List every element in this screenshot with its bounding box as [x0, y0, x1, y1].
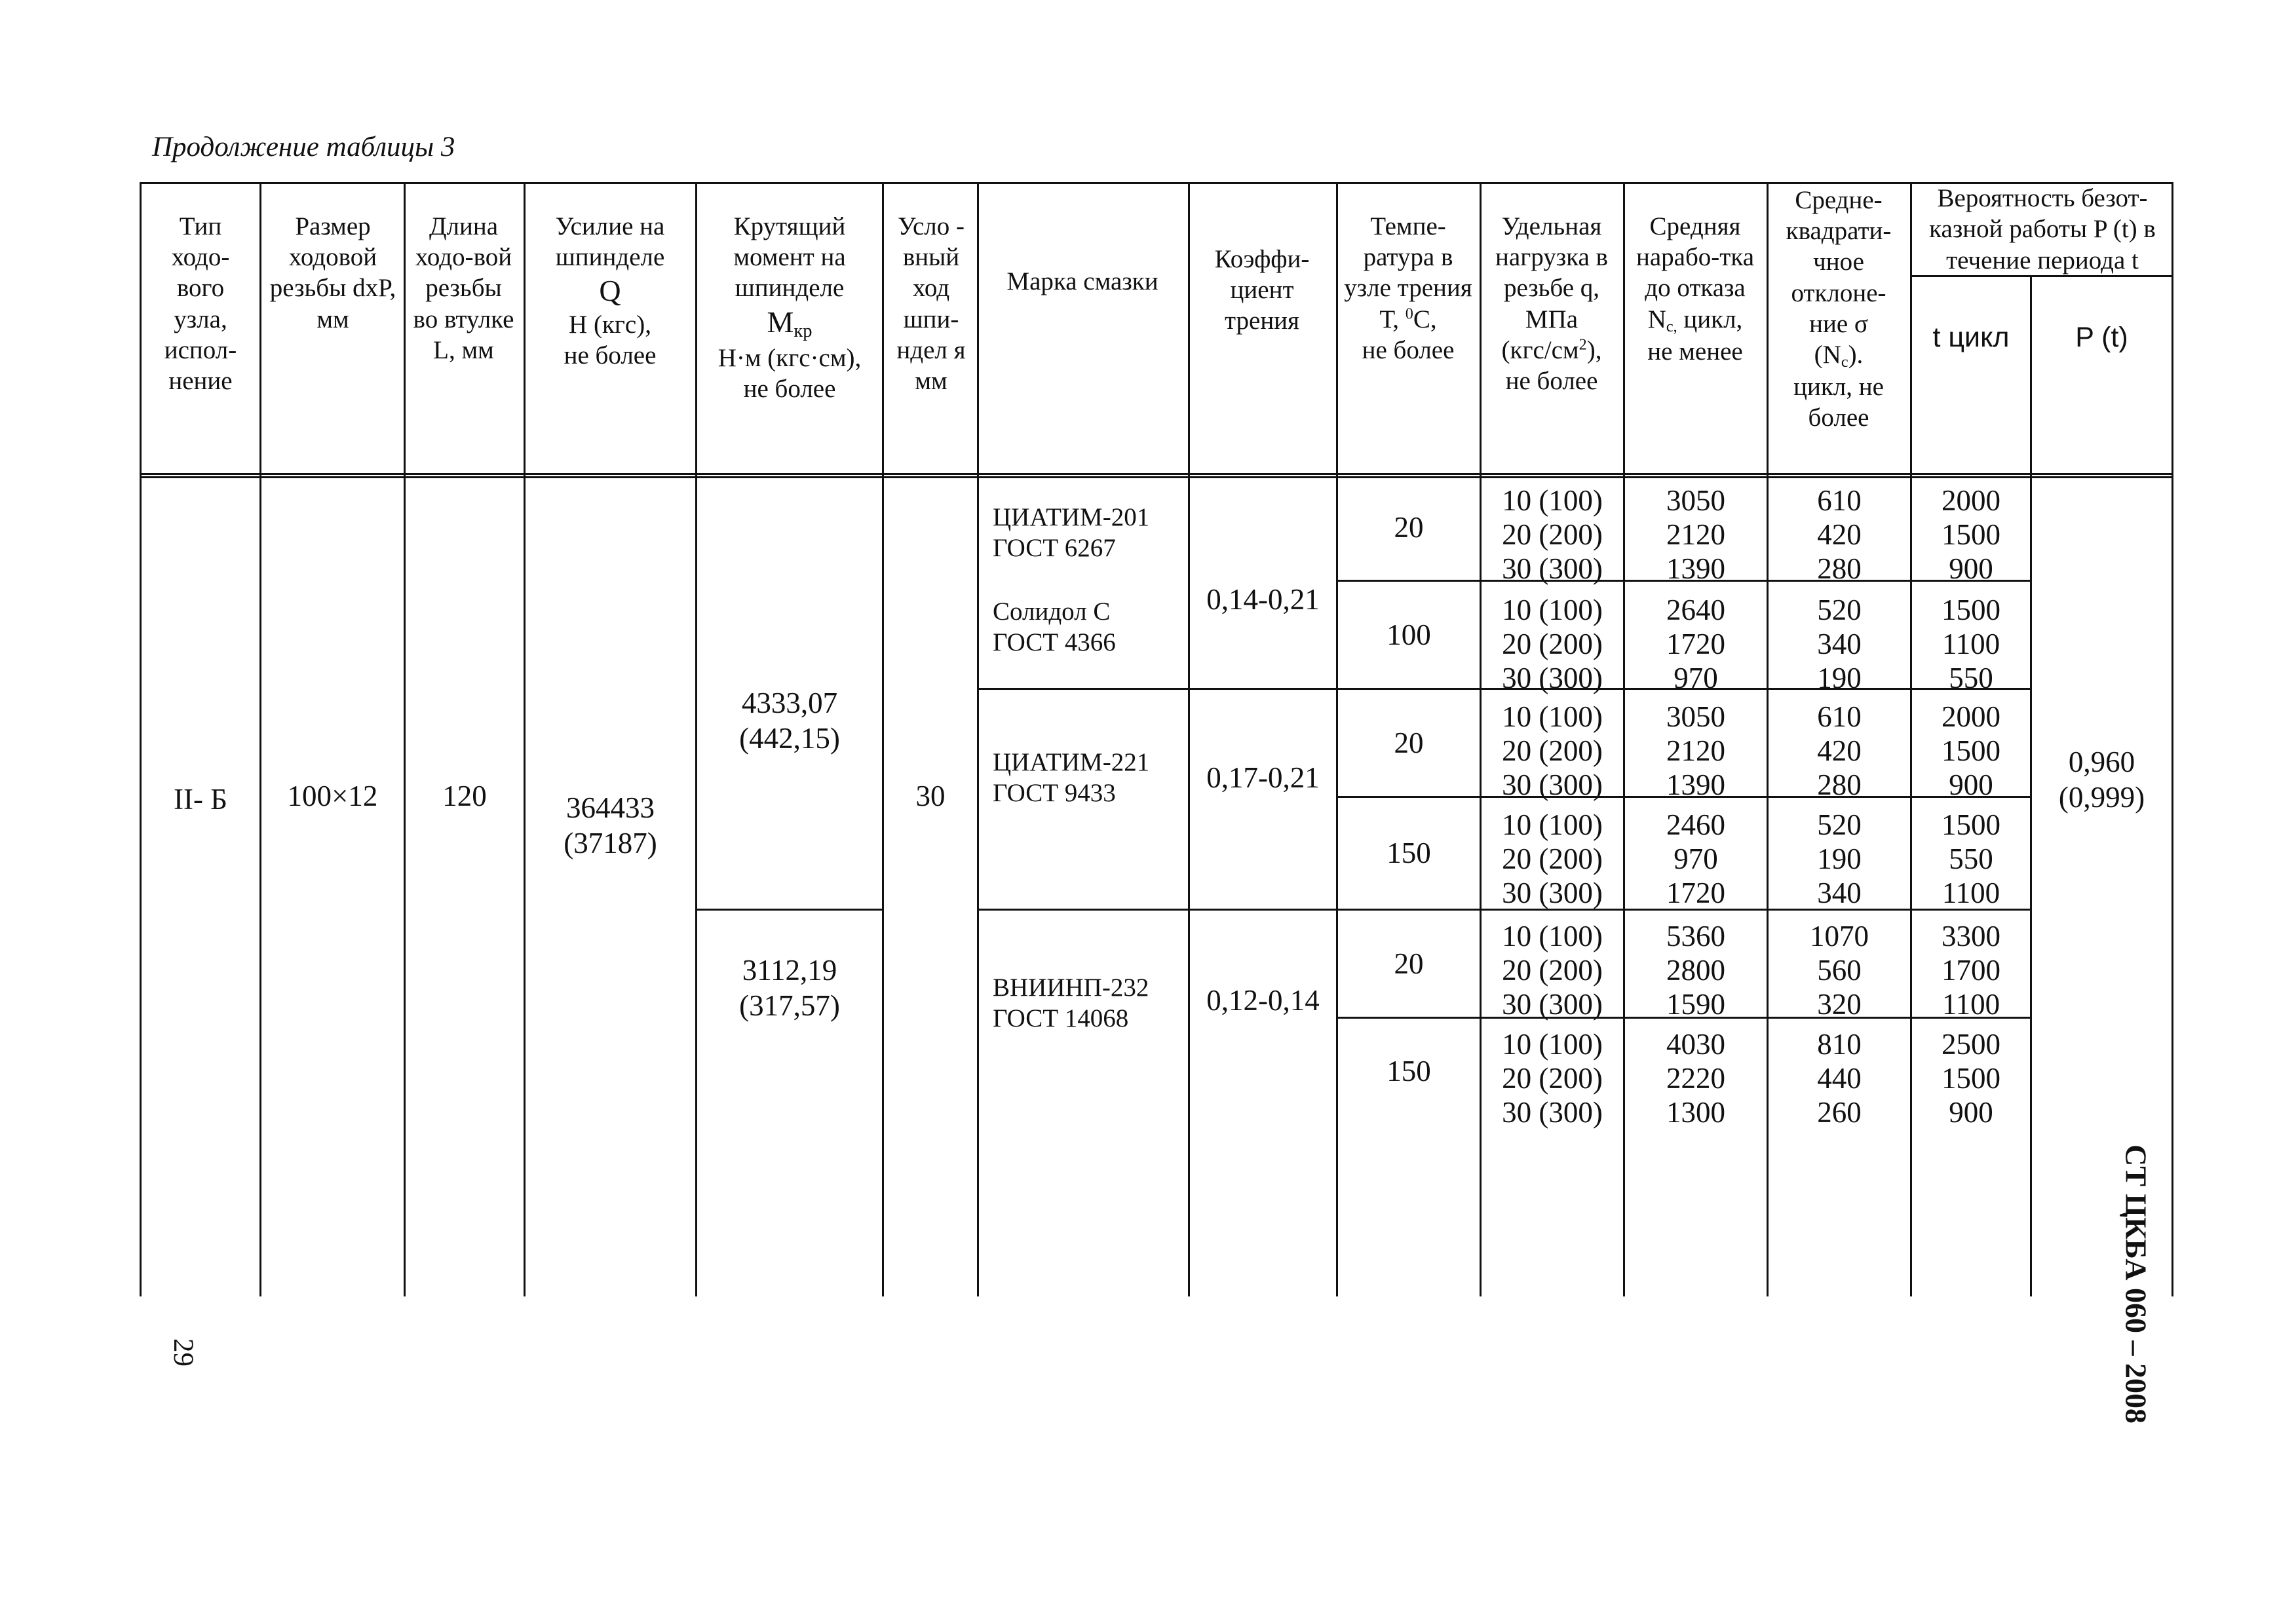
header-temp-title: Темпе-ратура в узле трения — [1344, 212, 1472, 303]
cell-t-value: 3300 — [1942, 919, 2000, 953]
header-load — [1486, 211, 1617, 407]
col-rule-5 — [882, 182, 884, 1296]
col-rule-0 — [140, 182, 142, 1296]
cell-t-value: 550 — [1949, 661, 1993, 694]
cell-load-value: 20 (200) — [1502, 842, 1603, 875]
header-force-symbol: Q — [599, 274, 621, 308]
cell-load-value: 10 (100) — [1502, 483, 1603, 517]
cell-probability: 0,960 (0,999) — [2058, 745, 2145, 814]
cell-type: II- Б — [173, 782, 228, 816]
cell-std-value: 260 — [1817, 1095, 1862, 1129]
col-rule-1 — [259, 182, 261, 1296]
cell-std-value: 190 — [1817, 661, 1862, 694]
cell-t-value: 900 — [1949, 1095, 1993, 1129]
cell-load-value: 30 (300) — [1502, 768, 1603, 801]
cell-thread-length: 120 — [442, 779, 487, 812]
col-rule-6 — [977, 182, 979, 1296]
cell-mean-value: 3050 — [1666, 483, 1725, 517]
cell-temperature: 20 — [1394, 726, 1424, 759]
header-load-limit: не более — [1505, 366, 1598, 395]
header-force-unit: Н (кгс), — [569, 311, 651, 339]
cell-std-value: 280 — [1817, 768, 1862, 801]
cell-t-value: 2000 — [1942, 700, 2000, 733]
cell-t-value: 1700 — [1942, 953, 2000, 987]
header-load-title: Удельная нагрузка в резьбе q, МПа — [1495, 212, 1608, 333]
header-torque — [702, 211, 877, 407]
table-caption: Продолжение таблицы 3 — [152, 132, 455, 162]
header-temp-limit: не более — [1362, 335, 1455, 364]
cell-temperature: 150 — [1387, 837, 1431, 870]
cell-t-value: 2000 — [1942, 483, 2000, 517]
header-double-rule — [140, 473, 2173, 478]
cell-mean-value: 2220 — [1666, 1061, 1725, 1095]
header-std-unit: $(N_c)$. — [1814, 340, 1864, 371]
cell-thread-size: 100×12 — [287, 779, 378, 812]
cell-grease-2: ЦИАТИМ-221 ГОСТ 9433 — [993, 748, 1150, 808]
cell-std-value: 610 — [1817, 700, 1862, 733]
cell-load-value: 30 (300) — [1502, 1095, 1603, 1129]
cell-std-value: 420 — [1817, 518, 1862, 551]
cell-t-value: 550 — [1949, 842, 1993, 875]
cell-std-value: 320 — [1817, 987, 1862, 1021]
cell-mean-value: 1720 — [1666, 876, 1725, 909]
cell-grease-1: ЦИАТИМ-201 ГОСТ 6267 — [993, 503, 1150, 563]
col-rule-14 — [2172, 182, 2173, 1296]
header-friction: Коэффи-циент трения — [1214, 245, 1310, 335]
cell-mean-value: 2640 — [1666, 593, 1725, 626]
document-code: СТ ЦКБА 060 – 2008 — [2119, 1144, 2153, 1424]
cell-load-value: 30 (300) — [1502, 987, 1603, 1021]
header-probability-p: P (t) — [2075, 321, 2128, 353]
cell-std-value: 610 — [1817, 483, 1862, 517]
cell-mean-value: 4030 — [1666, 1027, 1725, 1061]
cell-load-value: 20 (200) — [1502, 1061, 1603, 1095]
cell-load-value: 20 (200) — [1502, 627, 1603, 660]
cell-t-value: 1500 — [1942, 808, 2000, 841]
header-stroke: Усло - вный ход шпи-ндел я мм — [896, 212, 966, 395]
header-temp-unit: Т, $^0$С, — [1379, 305, 1437, 333]
header-torque-limit: не более — [743, 375, 836, 404]
cell-stroke: 30 — [915, 779, 946, 812]
cell-load-value: 30 (300) — [1502, 876, 1603, 909]
header-mean-limit: не менее — [1647, 337, 1743, 366]
col-rule-2 — [404, 182, 406, 1296]
header-probability-group: Вероятность безот-казной работы P (t) в течение периода t — [1929, 184, 2156, 274]
cell-t-value: 900 — [1949, 768, 1993, 801]
cell-t-value: 900 — [1949, 552, 1993, 585]
header-temperature — [1343, 211, 1473, 407]
cell-std-value: 280 — [1817, 552, 1862, 585]
cell-std-value: 190 — [1817, 842, 1862, 875]
cell-grease-3: ВНИИНП-232 ГОСТ 14068 — [993, 973, 1149, 1033]
cell-mean-value: 970 — [1674, 661, 1718, 694]
cell-temperature: 20 — [1394, 510, 1424, 544]
cell-std-value: 520 — [1817, 808, 1862, 841]
cell-mean-value: 2800 — [1666, 953, 1725, 987]
cell-mean-value: 1390 — [1666, 552, 1725, 585]
cell-mean-value: 2120 — [1666, 518, 1725, 551]
cell-temperature: 150 — [1387, 1054, 1431, 1087]
cell-mean-value: 970 — [1674, 842, 1718, 875]
cell-load-value: 10 (100) — [1502, 1027, 1603, 1061]
cell-t-value: 1500 — [1942, 734, 2000, 767]
header-torque-unit: Н·м (кгс·см), — [718, 344, 862, 373]
header-std-limit: цикл, не более — [1793, 373, 1884, 432]
cell-mean-value: 3050 — [1666, 700, 1725, 733]
header-torque-title: Крутящий момент на шпинделе — [733, 212, 846, 303]
cell-grease-1b: Солидол С ГОСТ 4366 — [993, 597, 1116, 657]
cell-mean-value: 2120 — [1666, 734, 1725, 767]
cell-temperature: 20 — [1394, 947, 1424, 980]
header-cycle-t: t цикл — [1932, 321, 2010, 353]
cell-friction-3: 0,12-0,14 — [1206, 983, 1320, 1017]
cell-std-value: 420 — [1817, 734, 1862, 767]
header-mean-title: Средняя нарабо-тка до отказа — [1636, 212, 1755, 303]
cell-t-value: 1100 — [1942, 627, 2000, 660]
cell-load-value: 20 (200) — [1502, 518, 1603, 551]
col-rule-7 — [1188, 182, 1190, 1296]
cell-std-value: 810 — [1817, 1027, 1862, 1061]
header-thread-size: Размер ходовой резьбы dxP, мм — [269, 212, 396, 333]
cell-load-value: 10 (100) — [1502, 593, 1603, 626]
cell-load-value: 30 (300) — [1502, 661, 1603, 694]
cell-t-value: 2500 — [1942, 1027, 2000, 1061]
cell-friction-1: 0,14-0,21 — [1206, 582, 1320, 616]
cell-mean-value: 2460 — [1666, 808, 1725, 841]
header-std-dev — [1773, 185, 1904, 434]
cell-mean-value: 1300 — [1666, 1095, 1725, 1129]
header-force — [532, 211, 688, 375]
row-rule-torque — [695, 909, 882, 911]
cell-t-value: 1100 — [1942, 987, 2000, 1021]
cell-mean-value: 1720 — [1666, 627, 1725, 660]
cell-std-value: 520 — [1817, 593, 1862, 626]
cell-std-value: 440 — [1817, 1061, 1862, 1095]
cell-load-value: 20 (200) — [1502, 953, 1603, 987]
header-mean-unit: $N_{c,}$ цикл, — [1647, 305, 1743, 335]
header-type: Тип ходо-вого узла, испол-нение — [164, 212, 237, 395]
cell-temperature: 100 — [1387, 618, 1431, 651]
col-rule-3 — [524, 182, 526, 1296]
cell-mean-value: 1590 — [1666, 987, 1725, 1021]
page-number: 29 — [168, 1338, 199, 1367]
table-top-border — [140, 182, 2173, 184]
cell-load-value: 10 (100) — [1502, 919, 1603, 953]
cell-mean-value: 5360 — [1666, 919, 1725, 953]
header-torque-symbol: $M_{кр}$ — [767, 305, 813, 341]
cell-load-value: 30 (300) — [1502, 552, 1603, 585]
header-mean-life — [1630, 211, 1761, 407]
row-rule-grease-1 — [977, 688, 1336, 690]
cell-load-value: 10 (100) — [1502, 700, 1603, 733]
cell-load-value: 20 (200) — [1502, 734, 1603, 767]
cell-torque-b: 3112,19 (317,57) — [739, 953, 840, 1022]
cell-t-value: 1100 — [1942, 876, 2000, 909]
cell-mean-value: 1390 — [1666, 768, 1725, 801]
cell-std-value: 560 — [1817, 953, 1862, 987]
cell-std-value: 1070 — [1810, 919, 1869, 953]
header-grease: Марка смазки — [1006, 267, 1158, 296]
header-thread-length: Длина ходо-вой резьбы во втулке L, мм — [413, 212, 514, 364]
cell-std-value: 340 — [1817, 627, 1862, 660]
cell-force: 364433 (37187) — [564, 791, 657, 859]
header-std-title: Средне-квадрати-чное отклоне-ние σ — [1786, 186, 1892, 338]
row-rule-grease-2 — [977, 909, 1336, 911]
header-load-unit: $(кгс/см^2)$, — [1501, 335, 1602, 364]
cell-torque-a: 4333,07 (442,15) — [739, 686, 840, 755]
cell-friction-2: 0,17-0,21 — [1206, 761, 1320, 794]
cell-t-value: 1500 — [1942, 1061, 2000, 1095]
cell-t-value: 1500 — [1942, 518, 2000, 551]
header-force-title: Усилие на шпинделе — [555, 212, 665, 272]
cell-std-value: 340 — [1817, 876, 1862, 909]
cell-load-value: 10 (100) — [1502, 808, 1603, 841]
cell-t-value: 1500 — [1942, 593, 2000, 626]
header-force-limit: не более — [564, 341, 657, 370]
